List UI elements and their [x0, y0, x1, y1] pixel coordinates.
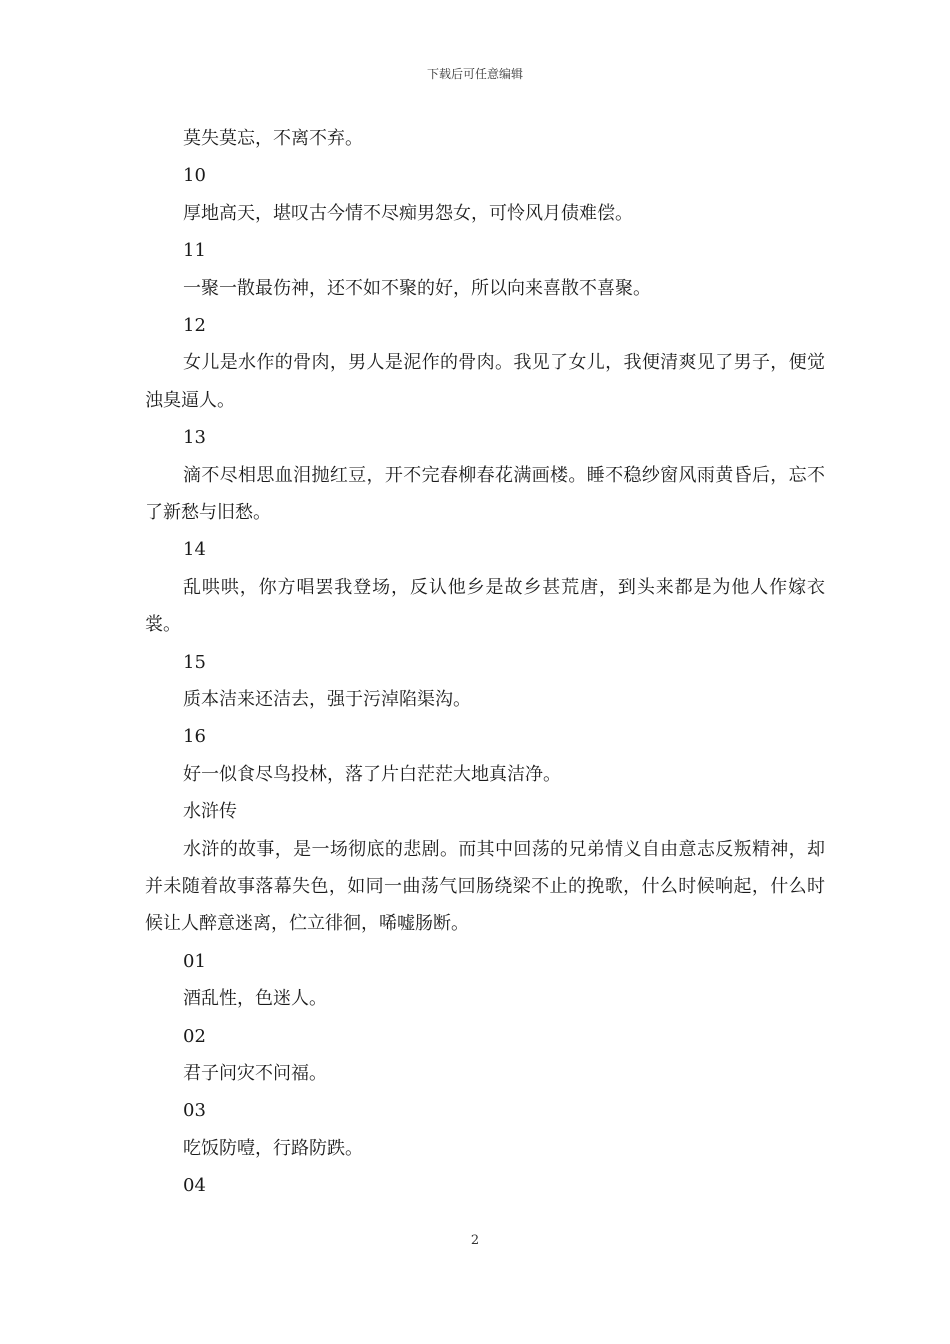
- document-body: [145, 120, 825, 1204]
- section-title: 水浒传: [183, 801, 237, 823]
- quote-paragraph: 滴不尽相思血泪抛红豆，开不完春柳春花满画楼。睡不稳纱窗风雨黄昏后，忘不了新愁与旧愁。: [145, 464, 825, 523]
- page-header: 下载后可任意编辑: [426, 67, 523, 81]
- item-number: 13: [183, 427, 206, 449]
- quote-line: 吃饭防噎，行路防跌。: [183, 1137, 363, 1159]
- item-number: 04: [183, 1175, 206, 1197]
- quote-paragraph: 女儿是水作的骨肉，男人是泥作的骨肉。我见了女儿，我便清爽见了男子，便觉浊臭逼人。: [145, 352, 825, 411]
- quote-paragraph: 乱哄哄，你方唱罢我登场，反认他乡是故乡甚荒唐，到头来都是为他人作嫁衣裳。: [145, 576, 825, 636]
- item-number: 12: [183, 314, 206, 336]
- item-number: 11: [183, 240, 206, 262]
- page-number: 2: [470, 1233, 480, 1248]
- quote-line: 厚地高天，堪叹古今情不尽痴男怨女，可怜风月债难偿。: [183, 202, 633, 224]
- item-number: 01: [183, 950, 206, 972]
- quote-line: 质本洁来还洁去，强于污淖陷渠沟。: [183, 688, 471, 710]
- item-number: 15: [183, 651, 206, 673]
- item-number: 10: [183, 165, 206, 187]
- item-number: 02: [183, 1025, 206, 1047]
- item-number: 16: [183, 726, 206, 748]
- item-number: 03: [183, 1100, 206, 1122]
- section-intro-paragraph: 水浒的故事，是一场彻底的悲剧。而其中回荡的兄弟情义自由意志反叛精神，却并未随着故事落幕失色，如同一曲荡气回肠绕梁不止的挽歌，什么时候响起，什么时候让人醉意迷离，伫立徘徊，唏嘘肠断。: [145, 838, 825, 935]
- quote-line: 一聚一散最伤神，还不如不聚的好，所以向来喜散不喜聚。: [183, 277, 651, 299]
- quote-line: 酒乱性，色迷人。: [183, 988, 327, 1010]
- item-number: 14: [183, 539, 206, 561]
- quote-line: 好一似食尽鸟投林，落了片白茫茫大地真洁净。: [183, 763, 561, 785]
- quote-line: 君子问灾不问福。: [183, 1062, 327, 1084]
- quote-line: 莫失莫忘，不离不弃。: [183, 128, 363, 149]
